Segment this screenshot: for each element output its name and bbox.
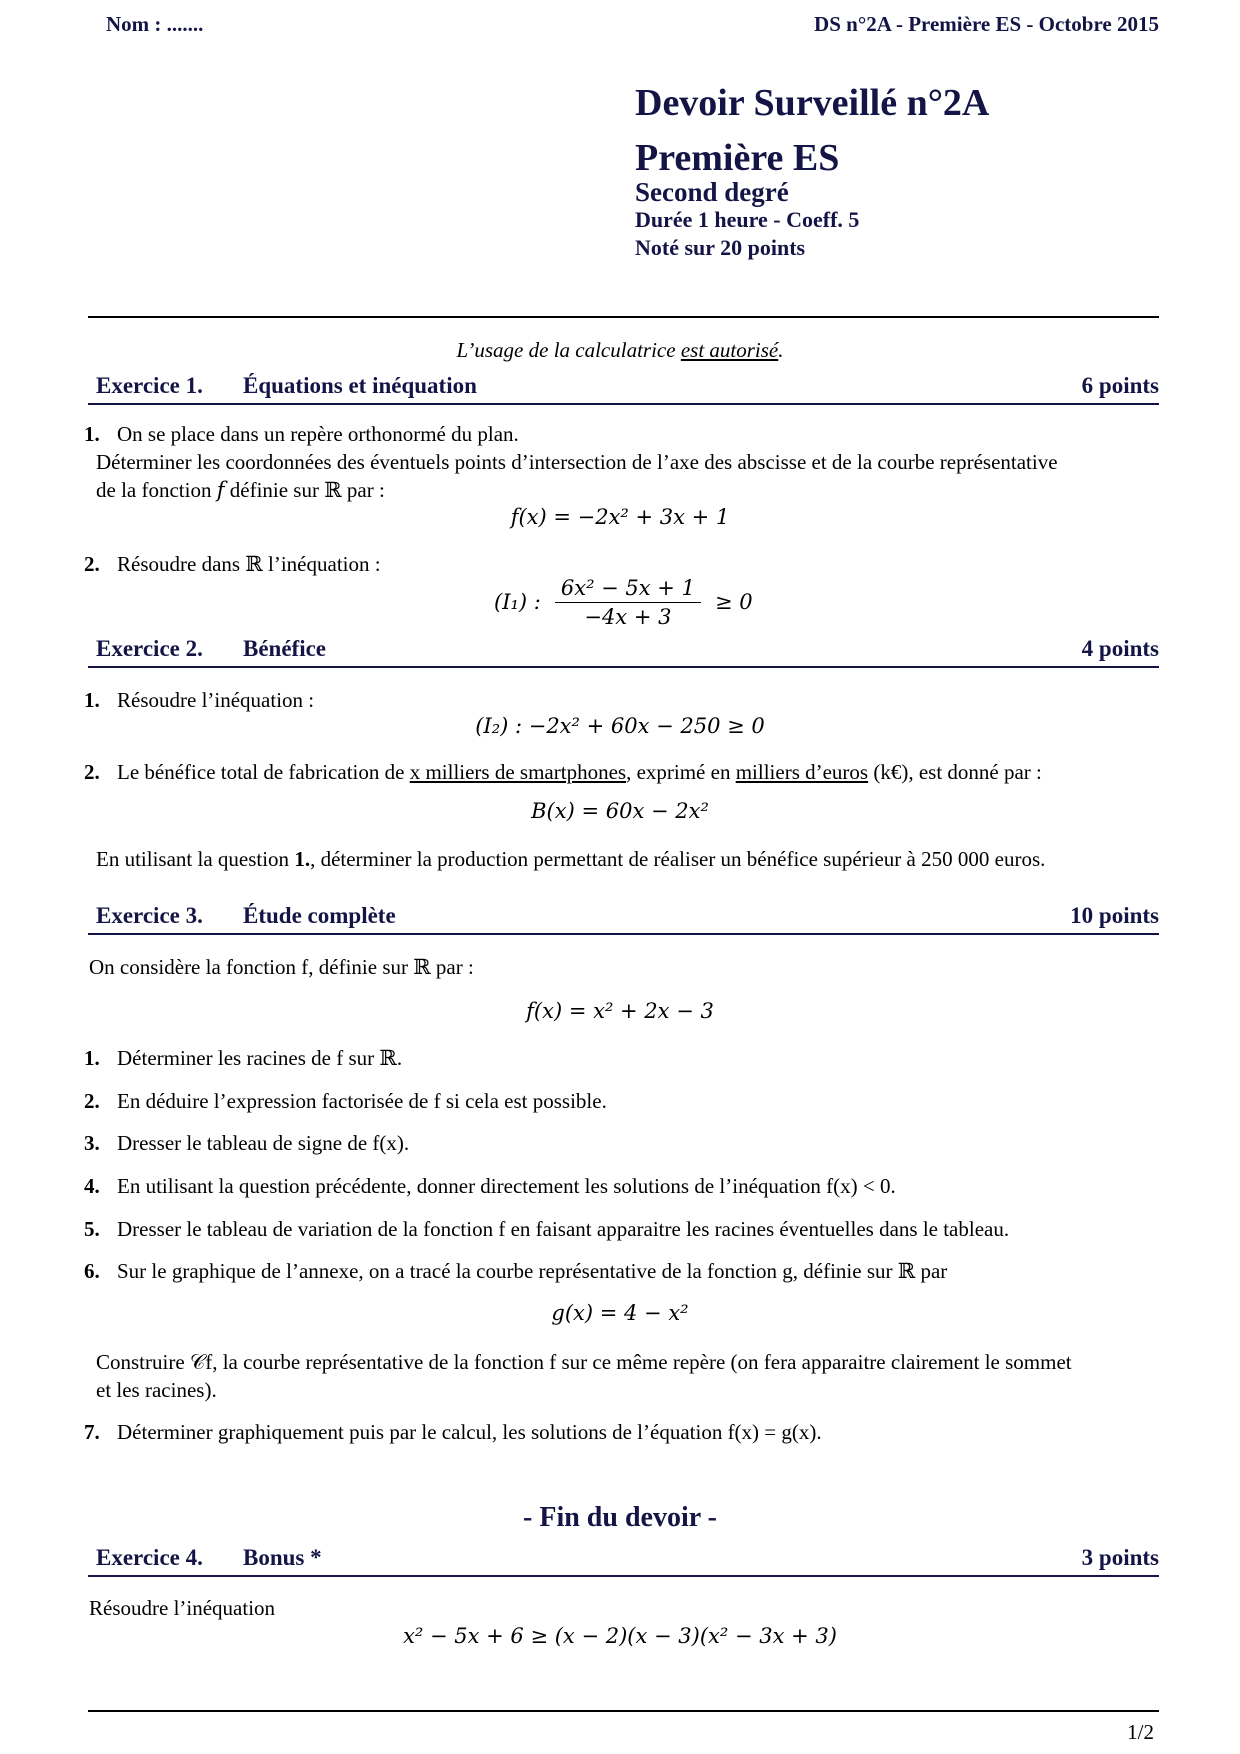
fraction-numerator: 6x² − 5x + 1 [555, 576, 701, 603]
ex2-q2-follow [96, 845, 1045, 873]
subject-title: Second degré [635, 177, 789, 207]
ex3-formula: f(x) = x² + 2x − 3 [526, 999, 714, 1023]
question-number: 3. [84, 1131, 100, 1155]
duration-coeff: Durée 1 heure - Coeff. 5 [635, 207, 860, 232]
exercise-3-name: Étude complète [243, 903, 396, 928]
question-number: 1. [84, 1046, 100, 1070]
page-number: 1/2 [1127, 1720, 1154, 1744]
calculator-note-end: . [778, 338, 784, 362]
calculator-note-text: L’usage de la calculatrice [456, 338, 681, 362]
end-of-exam: - Fin du devoir - [523, 1502, 717, 1533]
question-number: 7. [84, 1420, 100, 1444]
bottom-divider [88, 1710, 1159, 1712]
ex2-q2-follow-pre: En utilisant la question [96, 847, 295, 871]
ex1-q1-line1: On se place dans un repère orthonormé du plan. [117, 422, 519, 446]
student-name-field: Nom : ....... [106, 12, 204, 36]
ex3-q7: Déterminer graphiquement puis par le calcul, les solutions de l’équation f(x) = g(x). [117, 1420, 822, 1444]
ex1-q1-line3-pre: de la fonction [96, 478, 217, 502]
ex1-q1-number [84, 420, 100, 448]
question-number: 1. [84, 688, 100, 712]
ex3-q6-formula: g(x) = 4 − x² [551, 1301, 689, 1325]
question-number: 5. [84, 1217, 100, 1241]
ex1-q1-line3-post: définie sur ℝ par : [224, 478, 385, 502]
question-number: 2. [84, 552, 100, 576]
exercise-1-name: Équations et inéquation [243, 373, 477, 398]
title-block [635, 80, 989, 262]
class-title: Première ES [635, 137, 840, 179]
ex3-q2: En déduire l’expression factorisée de f si cela est possible. [117, 1089, 607, 1113]
inequation-rhs: ≥ 0 [714, 590, 753, 614]
question-number: 4. [84, 1174, 100, 1198]
ex2-q2-text [117, 758, 1042, 786]
exercise-4-header [88, 1545, 1159, 1577]
ex2-q2-mid: , exprimé en [626, 760, 736, 784]
ex1-q2-text: Résoudre dans ℝ l’inéquation : [117, 552, 381, 576]
ex3-q4: En utilisant la question précédente, donner directement les solutions de l’inéquation f(x) < 0. [117, 1174, 896, 1198]
exercise-1-header [88, 373, 1159, 405]
exercise-2-header [88, 636, 1159, 668]
exercise-2-label: Exercice 2. [96, 636, 203, 661]
question-number: 6. [84, 1259, 100, 1283]
ex2-q2-underline-2: milliers d’euros [735, 760, 869, 784]
question-number: 2. [84, 1089, 100, 1113]
ex3-q1: Déterminer les racines de f sur ℝ. [117, 1046, 403, 1070]
exercise-1-label: Exercice 1. [96, 373, 203, 398]
exercise-3-label: Exercice 3. [96, 903, 203, 928]
top-divider [88, 316, 1159, 318]
exercise-4-name: Bonus * [243, 1545, 322, 1570]
ex3-q6-follow-1: Construire 𝒞f, la courbe représentative de la fonction f sur ce même repère (on fera apparaitre clairement le sommet [96, 1350, 1072, 1374]
ex2-q2-underline-1: x milliers de smartphones [409, 760, 627, 784]
ex4-formula: x² − 5x + 6 ≥ (x − 2)(x − 3)(x² − 3x + 3) [403, 1624, 837, 1648]
fraction-denominator: −4x + 3 [584, 604, 672, 629]
ex3-q6: Sur le graphique de l’annexe, on a tracé la courbe représentative de la fonction g, définie sur ℝ par [117, 1259, 948, 1283]
ex3-q5: Dresser le tableau de variation de la fonction f en faisant apparaitre les racines éventuelles dans le tableau. [117, 1217, 1010, 1241]
inequation-label: (I₁) : [494, 590, 541, 614]
ex2-q2-formula: B(x) = 60x − 2x² [531, 799, 709, 823]
question-number: 1. [84, 422, 100, 446]
exercise-4-points: 3 points [1081, 1545, 1159, 1570]
ex2-q2-follow-ref: 1. [294, 847, 311, 871]
exercise-1-points: 6 points [1081, 373, 1159, 398]
ex1-q2-inequation [494, 574, 753, 630]
ex3-intro: On considère la fonction f, définie sur ℝ par : [89, 955, 474, 979]
ex3-q3: Dresser le tableau de signe de f(x). [117, 1131, 410, 1155]
exercise-3-points: 10 points [1070, 903, 1159, 928]
calculator-note-emphasis: est autorisé [680, 338, 779, 362]
exercise-3-header [88, 903, 1159, 935]
calculator-note [0, 336, 1240, 364]
fraction [555, 576, 701, 629]
grading-note: Noté sur 20 points [635, 235, 806, 260]
ex2-q2-post: (k€), est donné par : [868, 760, 1042, 784]
ex2-q1-text: Résoudre l’inéquation : [117, 688, 315, 712]
ex1-q1-line3 [96, 476, 385, 504]
ex4-text: Résoudre l’inéquation [89, 1596, 276, 1620]
exercise-2-points: 4 points [1081, 636, 1159, 661]
question-number: 2. [84, 760, 100, 784]
ex2-q2-follow-post: , déterminer la production permettant de réaliser un bénéfice supérieur à 250 000 euros. [310, 847, 1046, 871]
ex1-q1-line2: Déterminer les coordonnées des éventuels points d’intersection de l’axe des abscisse et de la courbe représentative [96, 450, 1058, 474]
exam-title: Devoir Surveillé n°2A [635, 82, 990, 124]
ex1-q1-formula: f(x) = −2x² + 3x + 1 [510, 505, 730, 529]
ex3-q6-follow-2: et les racines). [96, 1378, 217, 1402]
ex2-q2-pre: Le bénéfice total de fabrication de [117, 760, 410, 784]
exam-info-header: DS n°2A - Première ES - Octobre 2015 [814, 12, 1159, 36]
ex2-q1-formula: (I₂) : −2x² + 60x − 250 ≥ 0 [475, 714, 765, 738]
function-symbol: f [216, 478, 225, 502]
exercise-2-name: Bénéfice [243, 636, 327, 661]
exercise-4-label: Exercice 4. [96, 1545, 203, 1570]
